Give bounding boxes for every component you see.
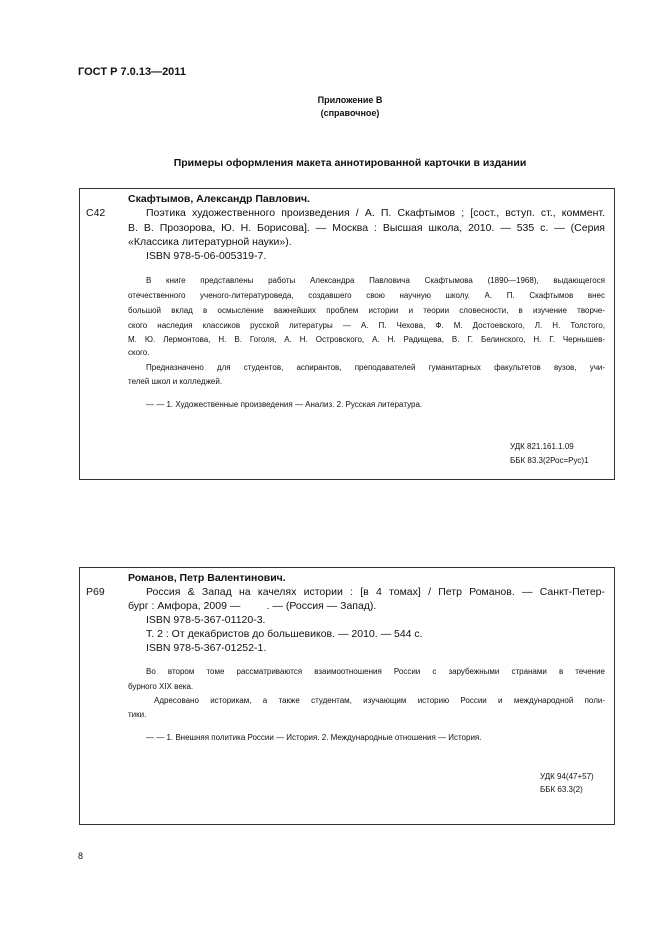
- card2-udk: УДК 94(47+57): [540, 772, 594, 781]
- card2-annotation-line: Во втором томе рассматриваются взаимоотношения России с зарубежными странами в течение: [146, 667, 605, 676]
- card1-author: Скафтымов, Александр Павлович.: [128, 193, 310, 205]
- card2-index: Р69: [86, 586, 105, 598]
- card1-annotation-line: ского.: [128, 348, 150, 357]
- card1-annotation-line: ского наследия классиков русской литературы — А. П. Чехова, Ф. М. Достоевского, Л. Н. Толстого,: [128, 321, 605, 330]
- page-number: 8: [78, 851, 84, 861]
- card1-bbk: ББК 83.3(2Рос=Рус)1: [510, 456, 589, 465]
- card1-annotation-line: отечественного ученого-литературоведа, создавшего свою научную школу. А. П. Скафтымов внес: [128, 291, 605, 300]
- card1-desc-line: В. В. Прозорова, Ю. Н. Борисова]. — Москва : Высшая школа, 2010. — 535 с. — (Серия: [128, 222, 605, 234]
- card1-annotation-line: М. Ю. Лермонтова, Н. В. Гоголя, А. Н. Островского, А. Н. Радищева, В. Г. Белинского, Н. Г. Чернышев-: [128, 335, 605, 344]
- card2-author: Романов, Петр Валентинович.: [128, 572, 286, 584]
- card2-subjects: — — 1. Внешняя политика России — История. 2. Международные отношения — История.: [146, 733, 482, 742]
- card1-purpose-line: телей школ и колледжей.: [128, 377, 223, 386]
- annotated-card-1: [79, 188, 615, 480]
- card2-isbn-2: ISBN 978-5-367-01252-1.: [146, 642, 267, 654]
- card2-annotation-line: бурного XIX века.: [128, 682, 194, 691]
- card2-desc-line: бург : Амфора, 2009 — . — (Россия — Запад).: [128, 600, 377, 612]
- card1-desc-line: Поэтика художественного произведения / А. П. Скафтымов ; [сост., вступ. ст., коммент.: [146, 207, 605, 219]
- card1-isbn: ISBN 978-5-06-005319-7.: [146, 250, 267, 262]
- annotated-card-2: [79, 567, 615, 825]
- card1-annotation-line: В книге представлены работы Александра Павловича Скафтымова (1890—1968), выдающегося: [146, 276, 605, 285]
- card2-volume: Т. 2 : От декабристов до большевиков. — 2010. — 544 с.: [146, 628, 423, 640]
- card2-isbn-1: ISBN 978-5-367-01120-3.: [146, 614, 266, 626]
- card1-subjects: — — 1. Художественные произведения — Анализ. 2. Русская литература.: [146, 400, 423, 409]
- card2-desc-line: Россия & Запад на качелях истории : [в 4 томах] / Петр Романов. — Санкт-Петер-: [146, 586, 605, 598]
- card2-bbk: ББК 63.3(2): [540, 785, 583, 794]
- card2-purpose-line: Адресовано историкам, а также студентам, изучающим историю России и международной поли-: [154, 696, 605, 705]
- card1-index: С42: [86, 207, 106, 219]
- standard-code: ГОСТ Р 7.0.13—2011: [78, 66, 186, 78]
- card2-purpose-line: тики.: [128, 710, 147, 719]
- appendix-title: Приложение В: [317, 95, 383, 105]
- card1-desc-line: «Классика литературной науки»).: [128, 236, 292, 248]
- card1-udk: УДК 821.161.1.09: [510, 442, 574, 451]
- card1-purpose-line: Предназначено для студентов, аспирантов, преподавателей гуманитарных факультетов вузов, учи-: [146, 363, 605, 372]
- card1-annotation-line: большой вклад в осмысление важнейших проблем истории и теории словесности, в изучение творче-: [128, 306, 605, 315]
- section-title: Примеры оформления макета аннотированной карточки в издании: [173, 157, 527, 169]
- appendix-subtitle: (справочное): [320, 108, 380, 118]
